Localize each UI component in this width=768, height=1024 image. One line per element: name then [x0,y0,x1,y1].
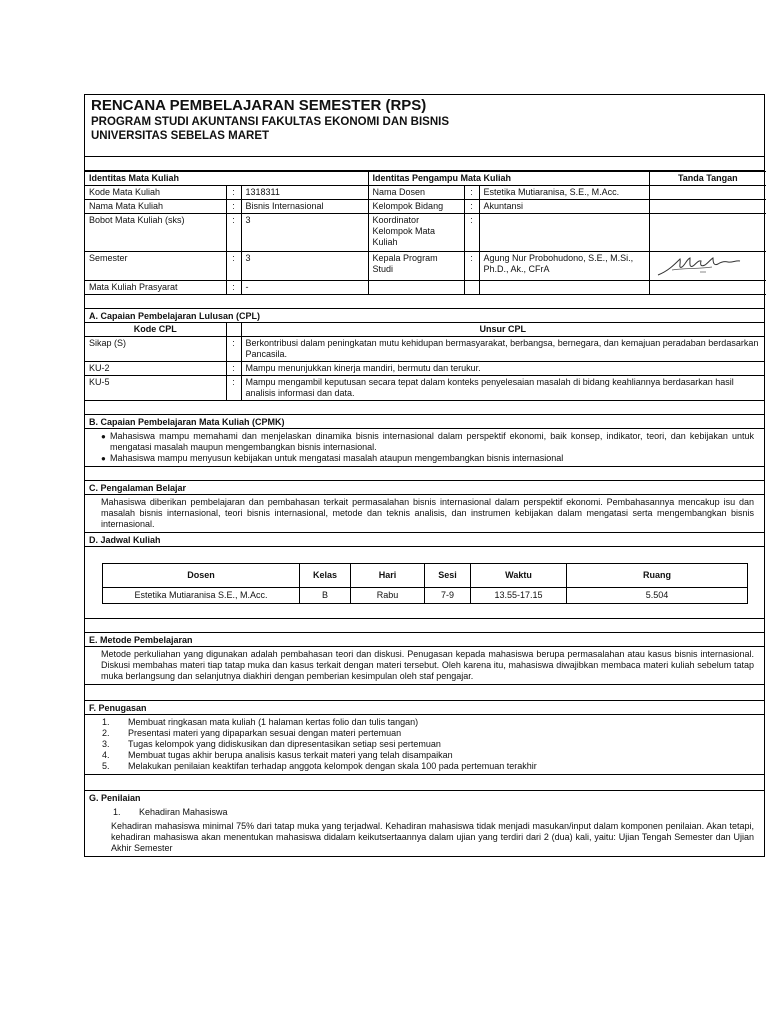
penilaian-subtitle: Kehadiran Mahasiswa [139,807,228,817]
pengalaman-title: C. Pengalaman Belajar [85,481,764,495]
table-row [103,588,748,604]
cpl-unsur-heading: Unsur CPL [241,323,764,337]
jadwal-dosen: Estetika Mutiaranisa S.E., M.Acc. [103,588,300,604]
spacer-row [85,157,764,171]
cpmk-item-text: Mahasiswa mampu memahami dan menjelaskan dinamika bisnis internasional dalam perspektif ekonomi, baik konsep, indikator, teori, dan kebijakan untuk mengatasi masalah maupun mengembangkan bisnis internasional. [110,431,754,452]
penilaian-title: G. Penilaian [89,793,141,803]
list-number: 1. [102,717,110,727]
tanda-tangan-heading: Tanda Tangan [649,172,766,186]
jadwal-wrapper [85,547,764,619]
spacer-row [85,467,764,481]
kelompok-bidang-label: Kelompok Bidang [368,200,464,214]
colon: : [464,252,479,281]
nama-dosen-value: Estetika Mutiaranisa, S.E., M.Acc. [479,186,649,200]
kaprodi-label: Kepala Program Studi [368,252,464,281]
list-item [101,453,754,464]
jadwal-dosen-heading: Dosen [103,564,300,588]
list-item [102,761,754,772]
identitas-row [85,214,766,252]
cpmk-item-text: Mahasiswa mampu menyusun kebijakan untuk mengatasi masalah ataupun mengembangkan bisnis internasional [110,453,564,463]
kelompok-bidang-value: Akuntansi [479,200,649,214]
colon: : [226,214,241,252]
semester-value: 3 [241,252,368,281]
penugasan-title: F. Penugasan [85,701,764,715]
list-item [102,728,754,739]
identitas-header-row [85,172,766,186]
metode-title: E. Metode Pembelajaran [85,633,764,647]
cpl-row [85,337,764,362]
identitas-row [85,186,766,200]
cpmk-title: B. Capaian Pembelajaran Mata Kuliah (CPMK) [85,415,764,429]
jadwal-sesi-heading: Sesi [425,564,471,588]
koordinator-label: Koordinator Kelompok Mata Kuliah [368,214,464,252]
colon: : [226,200,241,214]
pengalaman-text: Mahasiswa diberikan pembelajaran dan pembahasan terkait permasalahan bisnis internasional dalam perspektif ekonomi. Pembahasannya mencakup isu dan masalah bisnis internasional, teori bisnis internasional, metode dan teknis analisis, dan instrumen kebijakan dalam mengatasi serta mengembangkan bisnis internasional. [85,495,764,533]
metode-text: Metode perkuliahan yang digunakan adalah pembahasan teori dan diskusi. Penugasan kepada mahasiswa berupa permasalahan atau kasus bisnis internasional. Diskusi membahas materi tiap tatap muka dan kasus terkait dengan materi tersebut. Oleh karena itu, mahasiswa diwajibkan membaca materi kuliah sebelum tatap muka berlangsung dan selanjutnya diakhiri dengan pemberian kesimpulan oleh staf pengajar. [85,647,764,685]
penugasan-item-text: Tugas kelompok yang didiskusikan dan dipresentasikan setiap sesi pertemuan [128,739,441,749]
jadwal-table [102,563,748,604]
prasyarat-label: Mata Kuliah Prasyarat [85,281,226,295]
cpmk-list [85,429,764,467]
colon: : [464,214,479,252]
cpl-unsur: Mampu mengambil keputusan secara tepat dalam konteks penyelesaian masalah di bidang keahliannya berdasarkan hasil analisis informasi dan data. [241,376,764,401]
signature-image [654,253,762,279]
jadwal-ruang-heading: Ruang [567,564,748,588]
signature-cell [649,252,766,281]
list-item [101,431,754,453]
rps-document [84,94,765,857]
identitas-table [85,171,766,295]
colon: : [464,200,479,214]
jadwal-header-row [103,564,748,588]
empty-cell [649,281,766,295]
cpl-title: A. Capaian Pembelajaran Lulusan (CPL) [85,309,764,323]
kaprodi-value: Agung Nur Probohudono, S.E., M.Si., Ph.D., Ak., CFrA [479,252,649,281]
jadwal-waktu-heading: Waktu [471,564,567,588]
bullet-icon: ● [101,432,106,441]
cpl-kode: Sikap (S) [85,337,226,362]
colon: : [226,186,241,200]
penilaian-text: Kehadiran mahasiswa minimal 75% dari tatap muka yang terjadwal. Kehadiran mahasiswa tidak menjadi masukan/input dalam komponen penilaian. Akan tetapi, kehadiran mahasiswa akan menentukan mahasiswa didalam keikutsertaannya dalam ujian yang terdiri dari 2 (dua) kali, yaitu: Ujian Tengah Semester dan Ujian Akhir Semester [111,821,754,853]
colon: : [226,362,241,376]
jadwal-title: D. Jadwal Kuliah [85,533,764,547]
empty-cell [226,323,241,337]
cpl-row [85,376,764,401]
prasyarat-value: - [241,281,368,295]
penilaian-section [85,791,764,856]
document-subtitle-program: PROGRAM STUDI AKUNTANSI FAKULTAS EKONOMI DAN BISNIS [91,116,449,128]
spacer-row [85,619,764,633]
cpl-kode: KU-5 [85,376,226,401]
colon: : [464,186,479,200]
jadwal-hari-heading: Hari [351,564,425,588]
identitas-mk-heading: Identitas Mata Kuliah [85,172,368,186]
list-item [102,750,754,761]
koordinator-value [479,214,649,252]
jadwal-sesi: 7-9 [425,588,471,604]
list-number: 2. [102,728,110,738]
spacer-row [85,775,764,791]
identitas-row [85,281,766,295]
cpl-kode-heading: Kode CPL [85,323,226,337]
signature-cell [649,186,766,200]
identitas-row [85,200,766,214]
empty-cell [479,281,649,295]
document-header [85,95,764,157]
nama-mk-label: Nama Mata Kuliah [85,200,226,214]
list-item [102,717,754,728]
list-number: 1. [113,807,121,817]
empty-cell [368,281,464,295]
empty-cell [464,281,479,295]
penugasan-item-text: Membuat ringkasan mata kuliah (1 halaman kertas folio dan tulis tangan) [128,717,419,727]
semester-label: Semester [85,252,226,281]
cpl-row [85,362,764,376]
jadwal-ruang: 5.504 [567,588,748,604]
jadwal-hari: Rabu [351,588,425,604]
nama-dosen-label: Nama Dosen [368,186,464,200]
document-subtitle-university: UNIVERSITAS SEBELAS MARET [91,130,270,142]
bullet-icon: ● [101,454,106,463]
list-number: 3. [102,739,110,749]
signature-cell [649,200,766,214]
penugasan-item-text: Melakukan penilaian keaktifan terhadap anggota kelompok dengan skala 100 pada pertemuan terakhir [128,761,537,771]
jadwal-kelas: B [300,588,351,604]
spacer-row [85,685,764,701]
jadwal-kelas-heading: Kelas [300,564,351,588]
signature-cell [649,214,766,252]
colon: : [226,337,241,362]
cpl-unsur: Berkontribusi dalam peningkatan mutu kehidupan bermasyarakat, berbangsa, bernegara, dan kemajuan peradaban berdasarkan Pancasila. [241,337,764,362]
spacer-row [85,401,764,415]
cpl-header-row [85,323,764,337]
colon: : [226,376,241,401]
colon: : [226,281,241,295]
nama-mk-value: Bisnis Internasional [241,200,368,214]
penugasan-item-text: Presentasi materi yang dipaparkan sesuai dengan materi pertemuan [128,728,402,738]
list-number: 4. [102,750,110,760]
penugasan-item-text: Membuat tugas akhir berupa analisis kasus terkait materi yang telah disampaikan [128,750,453,760]
bobot-mk-label: Bobot Mata Kuliah (sks) [85,214,226,252]
cpl-table [85,323,764,401]
identitas-pengampu-heading: Identitas Pengampu Mata Kuliah [368,172,649,186]
spacer-row [85,295,764,309]
kode-mk-label: Kode Mata Kuliah [85,186,226,200]
penugasan-list [85,715,764,775]
jadwal-waktu: 13.55-17.15 [471,588,567,604]
colon: : [226,252,241,281]
cpl-unsur: Mampu menunjukkan kinerja mandiri, bermutu dan terukur. [241,362,764,376]
document-title: RENCANA PEMBELAJARAN SEMESTER (RPS) [91,97,427,114]
penilaian-subheading [89,807,754,818]
bobot-mk-value: 3 [241,214,368,252]
cpl-kode: KU-2 [85,362,226,376]
list-number: 5. [102,761,110,771]
kode-mk-value: 1318311 [241,186,368,200]
identitas-row [85,252,766,281]
list-item [102,739,754,750]
